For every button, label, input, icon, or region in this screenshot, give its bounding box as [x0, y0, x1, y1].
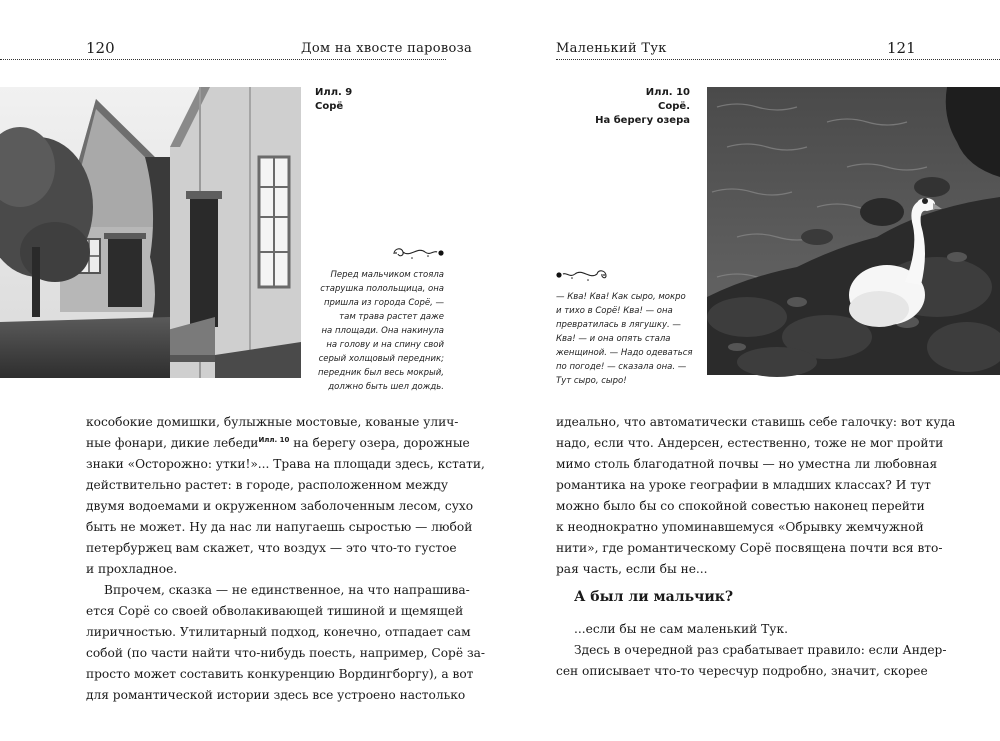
- quote-line: на площади. Она накинула: [321, 326, 444, 336]
- text-line: быть не может. Ну да нас ли напугаешь сыростью — любой: [86, 520, 473, 534]
- quote-line: должно быть шел дождь.: [328, 382, 444, 392]
- body-text-right-2: [556, 619, 947, 682]
- quote-line: — Ква! Ква! Как сыро, мокро: [556, 292, 686, 302]
- text-line: двумя водоемами и окруженном заболоченным лесом, сухо: [86, 499, 474, 513]
- photo-swan-lake: [707, 87, 1000, 375]
- quote-line: Тут сыро, сыро!: [556, 376, 627, 386]
- header-rule-right: [556, 59, 1000, 60]
- text-line: рая часть, если бы не...: [556, 562, 708, 576]
- caption-left: [315, 86, 352, 114]
- text-line: Впрочем, сказка — не единственное, на что напрашива-: [104, 583, 470, 597]
- text-line: ные фонари, дикие лебеди$^{Илл. 10}$ на берегу озера, дорожные: [86, 435, 470, 450]
- text-line: Здесь в очередной раз срабатывает правило: если Андер-: [574, 643, 947, 657]
- text-line: для романтической истории здесь все устроено настолько: [86, 688, 466, 702]
- quote-line: старушка полольщица, она: [320, 284, 444, 294]
- body-text-left: [86, 412, 485, 706]
- text-line: просто может составить конкуренцию Вордингборгу), а вот: [86, 667, 474, 681]
- caption-left-label: Илл. 9: [315, 87, 353, 98]
- caption-right: [595, 86, 690, 128]
- caption-right-subtitle: На берегу озера: [595, 115, 690, 126]
- text-line: романтика на уроке географии в младших классах? И тут: [556, 478, 931, 492]
- text-line: нити», где романтическому Сорё посвящена почти вся вто-: [556, 541, 943, 555]
- swirl-ornament-icon: [556, 266, 608, 288]
- quote-right: [556, 290, 693, 388]
- text-line: петербуржец вам скажет, что воздух — это что-то густое: [86, 541, 457, 555]
- quote-line: на голову и на спину свой: [326, 340, 444, 350]
- text-line: ется Сорё со своей обволакивающей тишиной и щемящей: [86, 604, 464, 618]
- text-line: и прохладное.: [86, 562, 178, 576]
- swirl-ornament-icon: [392, 244, 444, 266]
- quote-line: превратилась в лягушку. —: [556, 320, 681, 330]
- quote-line: пришла из города Сорё, —: [323, 298, 444, 308]
- text-line: можно было бы со спокойной совестью наконец перейти: [556, 499, 925, 513]
- text-line: лиричностью. Утилитарный подход, конечно, отпадает сам: [86, 625, 471, 639]
- section-heading: А был ли мальчик?: [574, 589, 734, 605]
- quote-line: и тихо в Сорё! Ква! — она: [556, 306, 673, 316]
- text-line: к неоднократно упоминавшемуся «Обрывку жемчужной: [556, 520, 924, 534]
- running-head-left: Дом на хвосте паровоза: [301, 41, 473, 56]
- text-line: ...если бы не сам маленький Тук.: [574, 622, 788, 636]
- text-line: идеально, что автоматически ставишь себе галочку: вот куда: [556, 415, 956, 429]
- quote-line: передник был весь мокрый,: [318, 368, 444, 378]
- text-line: действительно растет: в городе, расположенном между: [86, 478, 449, 492]
- quote-line: Перед мальчиком стояла: [330, 270, 444, 280]
- text-line: сен описывает что-то чересчур подробно, значит, скорее: [556, 664, 928, 678]
- header-rule-left: [0, 59, 446, 60]
- quote-line: серый холщовый передник;: [318, 354, 444, 364]
- text-line: надо, если что. Андерсен, естественно, тоже не мог пройти: [556, 436, 944, 450]
- page-number-right: 121: [887, 39, 916, 57]
- quote-left: [318, 268, 444, 394]
- illustration-ref: Илл. 10: [258, 435, 290, 444]
- text-line: кособокие домишки, булыжные мостовые, кованые улич-: [86, 415, 459, 429]
- photo-soro-houses: [0, 87, 301, 378]
- running-head-right: Маленький Тук: [556, 41, 667, 56]
- text-line: мимо столь благодатной почвы — но уместна ли любовная: [556, 457, 938, 471]
- quote-line: женщиной. — Надо одеваться: [556, 348, 693, 358]
- caption-right-title: Сорё.: [658, 101, 690, 112]
- quote-line: там трава растет даже: [339, 312, 444, 322]
- caption-left-title: Сорё: [315, 101, 344, 112]
- text-line: знаки «Осторожно: утки!»... Трава на площади здесь, кстати,: [86, 457, 485, 471]
- body-text-right: [556, 412, 956, 580]
- text-line: собой (по части найти что-нибудь поесть, например, Сорё за-: [86, 646, 485, 660]
- quote-line: по погоде! — сказала она. —: [556, 362, 687, 372]
- page-number-left: 120: [86, 39, 115, 57]
- quote-line: Ква! — и она опять стала: [556, 334, 671, 344]
- caption-right-label: Илл. 10: [645, 87, 690, 98]
